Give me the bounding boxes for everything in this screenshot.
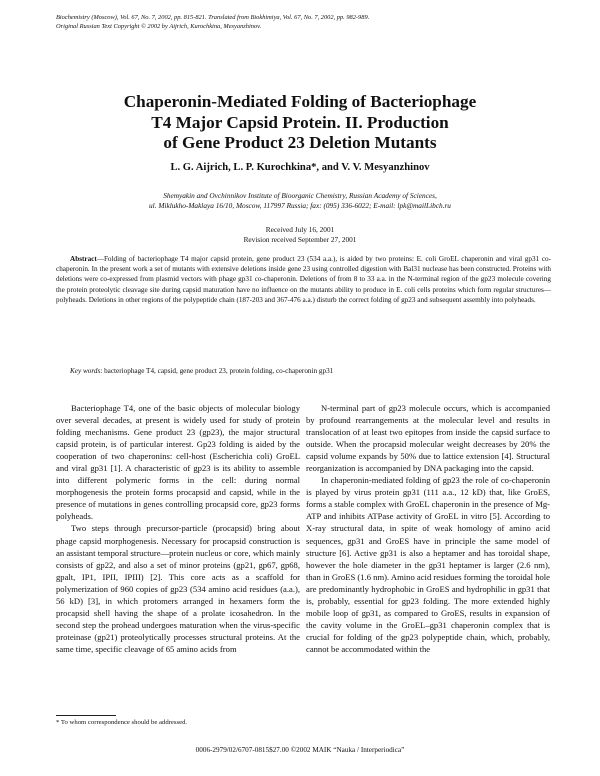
keywords: [56, 366, 551, 376]
received-dates: [60, 225, 540, 245]
affiliation-line-1: Shemyakin and Ovchinnikov Institute of Bioorganic Chemistry, Russian Academy of Sciences,: [163, 191, 437, 200]
keywords-label: Key words: [70, 367, 101, 375]
footnote: * To whom correspondence should be addressed.: [56, 719, 188, 726]
body-column-left: [56, 402, 300, 654]
body-column-right: [306, 402, 550, 712]
title-line-2: T4 Major Capsid Protein. II. Production: [151, 112, 449, 132]
abstract-text: —Folding of bacteriophage T4 major capsid protein, gene product 23 (534 a.a.), is aided by two proteins: E. coli GroEL chaperonin and viral gp31 co-chaperonin. In the present work a set of mutants with extensive deletions inside gene 23 using controlled digestion with Bal31 nuclease has been constructed. Proteins with deletions were co-expressed from plasmid vectors with phage gp31 co-chaperonin. Deletions of from 8 to 33 a.a. in the N-terminal region of the gp23 molecule covering the protein proteolytic cleavage site during capsid maturation have no influence on the mutants ability to produce in E. coli cells proteins which form regular structures—polyheads. Deletions in other regions of the polypeptide chain (187-203 and 367-476 a.a.) disturb the correct folding of gp23 and subsequent assembly into polyheads.: [56, 255, 551, 304]
abstract: [56, 254, 551, 305]
title-line-1: Chaperonin-Mediated Folding of Bacteriophage: [123, 92, 477, 111]
affiliation-line-2: ul. Miklukho-Maklaya 16/10, Moscow, 117997 Russia; fax: (095) 336-6022; E-mail: lpk@mailLibch.ru: [149, 201, 451, 210]
journal-header: [56, 13, 556, 31]
paragraph: N-terminal part of gp23 molecule occurs, which is accompanied by profound rearrangements at the molecular level and results in translocation of at least two epitopes from inside the capsid surface to outside. When the procapsid molecular weight decreases by 20% the capsid volume expands by 50% due to lattice extension [4]. Structural reorganization is accompanied by DNA packaging into the capsid.: [306, 403, 550, 474]
title-line-3: of Gene Product 23 Deletion Mutants: [163, 133, 437, 152]
footnote-rule: [56, 715, 116, 716]
paragraph: Two steps through precursor-particle (procapsid) bring about phage capsid morphogenesis. Necessary for procapsid construction is an assistant temporal structure—protein nucleus or core, which mainly consists of gp22, and also a set of minor proteins (gp21, gp67, gp68, gpalt, IP1, IPII, IPIII) [2]. This core acts as a scaffold for polymerization of 960 copies of gp23 (534 amino acid residues (a.a.), 56 kD) [3], in which protomers arranged in hexamers form the procapsid shell having the shape of a prolate icosahedron. In the second step the prohead undergoes maturation when the virus-specific proteinase (gp21) proteolytically processes structural proteins. At the same time, specific cleavage of 65 amino acids from: [56, 523, 300, 654]
keywords-text: : bacteriophage T4, capsid, gene product 23, protein folding, co-chaperonin gp31: [100, 367, 334, 375]
revision-date: Revision received September 27, 2001: [243, 235, 357, 244]
paragraph: In chaperonin-mediated folding of gp23 the role of co-chaperonin is played by virus protein gp31 (111 a.a., 12 kD) that, like GroES, forms a stable complex with GroEL chaperonin in the presence of Mg-ATP and inhibits ATPase activity of GroEL in vitro [5]. According to X-ray structural data, in spite of weak homology of amino acid sequences, gp31 and GroES have in principle the same model of structure [6]. Active gp31 is also a heptamer and has toroidal shape, however the hole diameter in the gp31 heptamer is larger (2.6 nm), than in GroES (1.6 nm). Amino acid residues forming the toroidal hole are predominantly hydrophobic in GroES and hydrophilic in gp31 that is, probably, essential for gp23 folding. The more extended highly mobile loop of gp31, as compared to GroES, results in expansion of the cavity volume in the GroEL–gp31 chaperonin complex that is crucial for folding of the gp23 polypeptide chain, which, probably, cannot be accommodated within the: [306, 475, 550, 654]
affiliation: [60, 191, 540, 211]
abstract-label: Abstract: [70, 255, 97, 263]
page-footer: 0006-2979/02/6707-0815$27.00 ©2002 MAIK “Nauka / Interperiodica”: [195, 746, 405, 754]
journal-citation: Biochemistry (Moscow), Vol. 67, No. 7, 2002, pp. 815-821. Translated from Biokhimiya, Vol. 67, No. 7, 2002, pp. 982-989.: [56, 14, 370, 21]
paragraph: Bacteriophage T4, one of the basic objects of molecular biology over several decades, at present is widely used for study of protein folding mechanisms. Gene product 23 (gp23), the major structural capsid protein, is of particular interest. Gp23 folding is aided by the cooperation of two chaperonins: cell-host (Escherichia coli) GroEL and viral gp31 [1]. A characteristic of gp23 is its ability to assemble into different polymeric forms in the cell: during normal morphogenesis the protein forms procapsid and capsid, while in the presence of mutations in genes controlling procapsid core, gp23 forms polyheads.: [56, 403, 300, 522]
authors: L. G. Aijrich, L. P. Kurochkina*, and V. V. Mesyanzhinov: [170, 162, 430, 173]
paper-title: [60, 92, 540, 154]
received-date: Received July 16, 2001: [265, 225, 335, 234]
copyright-line: Original Russian Text Copyright © 2002 by Aijrich, Kurochkina, Mesyanzhinov.: [56, 23, 262, 30]
